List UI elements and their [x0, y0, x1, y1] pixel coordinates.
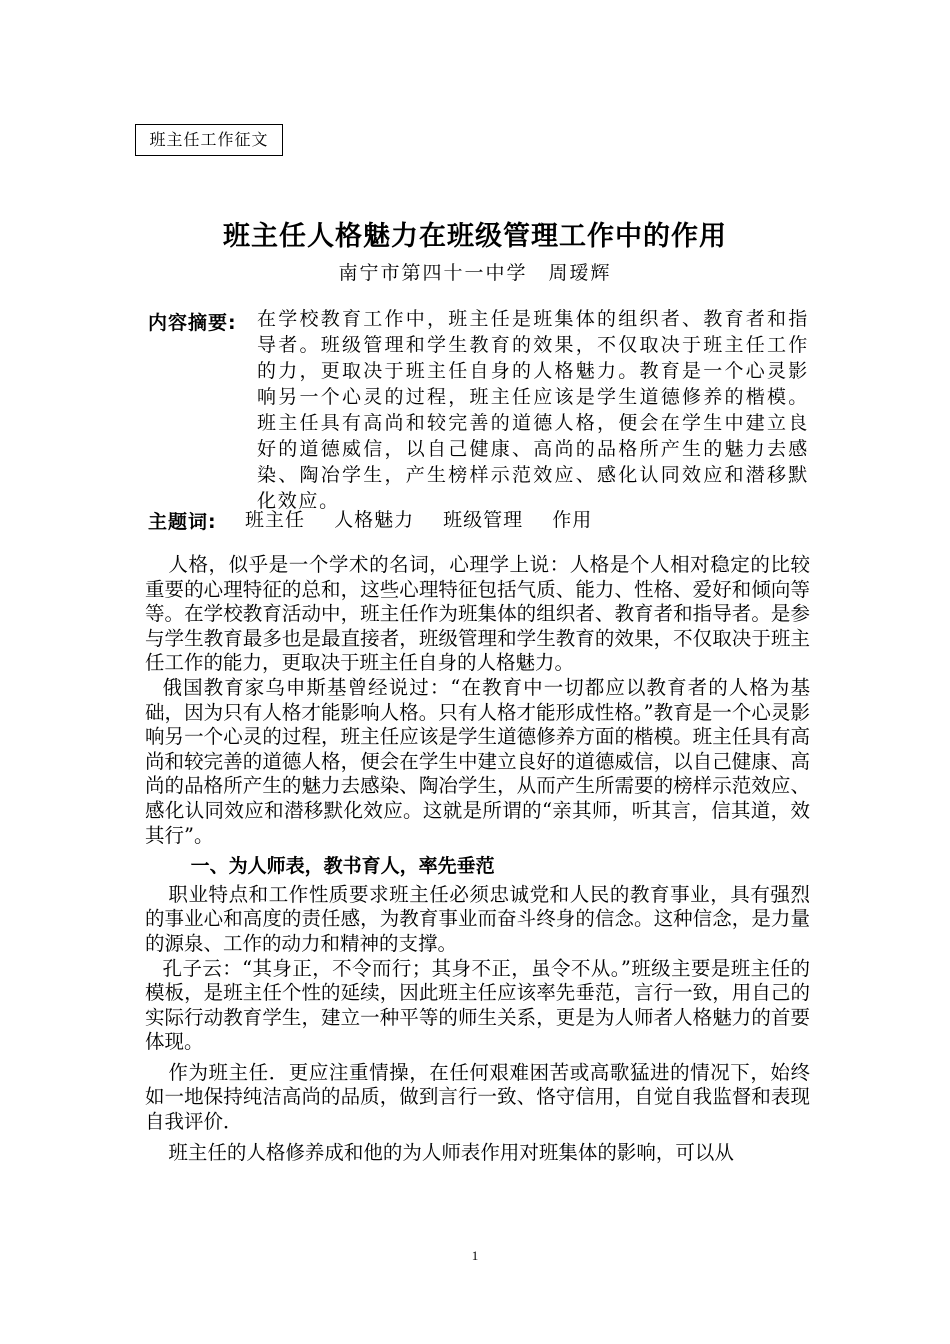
abstract-text: 在学校教育工作中，班主任是班集体的组织者、教育者和指导者。班级管理和学生教育的效果，不仅取决于班主任工作的力，更取决于班主任自身的人格魅力。教育是一个心灵影响另一个心灵的过程，班主任应该是学生道德修养的楷模。班主任具有高尚和较完善的道德人格，便会在学生中建立良好的道德威信，以自己健康、高尚的品格所产生的魅力去感染、陶冶学生，产生榜样示范效应、感化认同效应和潜移默化效应。 — [257, 308, 809, 512]
keywords-label: 主题词: — [148, 511, 217, 533]
paragraph: 人格，似乎是一个学术的名词，心理学上说：人格是个人相对稳定的比较重要的心理特征的总和，这些心理特征包括气质、能力、性格、爱好和倾向等等。在学校教育活动中，班主任作为班集体的组织者、教育者和指导者。是参与学生教育最多也是最直接者，班级管理和学生教育的效果，不仅取决于班主任工作的能力，更取决于班主任自身的人格魅力。 — [145, 553, 810, 675]
paragraph: 作为班主任．更应注重情操，在任何艰难困苦或高歌猛进的情况下，始终如一地保持纯洁高尚的品质，做到言行一致、恪守信用，自觉自我监督和表现自我评价． — [145, 1060, 810, 1134]
paragraph: 孔子云：“其身正，不令而行；其身不正，虽令不从。”班级主要是班主任的模板，是班主任个性的延续，因此班主任应该率先垂范，言行一致，用自己的实际行动教育学生，建立一种平等的师生关系，更是为人师者人格魅力的首要体现。 — [145, 956, 810, 1054]
page-number: 1 — [471, 1248, 479, 1263]
paragraph: 班主任的人格修养成和他的为人师表作用对班集体的影响，可以从 — [168, 1140, 734, 1164]
document-title: 班主任人格魅力在班级管理工作中的作用 — [223, 221, 727, 252]
abstract-label: 内容摘要: — [148, 312, 237, 334]
keyword: 班主任 — [245, 509, 306, 531]
section-heading: 一、为人师表，教书育人，率先垂范 — [190, 855, 495, 878]
keyword: 班级管理 — [443, 509, 524, 531]
author-line: 南宁市第四十一中学 周瑷辉 — [338, 262, 612, 284]
category-box: 班主任工作征文 — [135, 124, 283, 156]
keywords-list — [245, 505, 614, 532]
paragraph: 俄国教育家乌申斯基曾经说过：“在教育中一切都应以教育者的人格为基础，因为只有人格才能影响人格。只有人格才能形成性格。”教育是一个心灵影响另一个心灵的过程，班主任应该是学生道德修养方面的楷模。班主任具有高尚和较完善的道德人格，便会在学生中建立良好的道德威信，以自己健康、高尚的品格所产生的魅力去感染、陶冶学生，从而产生所需要的榜样示范效应、感化认同效应和潜移默化效应。这就是所谓的“亲其师，听其言，信其道，效其行”。 — [145, 675, 810, 847]
paragraph: 职业特点和工作性质要求班主任必须忠诚党和人民的教育事业，具有强烈的事业心和高度的责任感，为教育事业而奋斗终身的信念。这种信念，是力量的源泉、工作的动力和精神的支撑。 — [145, 882, 810, 955]
keyword: 人格魅力 — [334, 509, 415, 531]
body-text — [145, 553, 810, 1165]
keyword: 作用 — [552, 509, 593, 531]
